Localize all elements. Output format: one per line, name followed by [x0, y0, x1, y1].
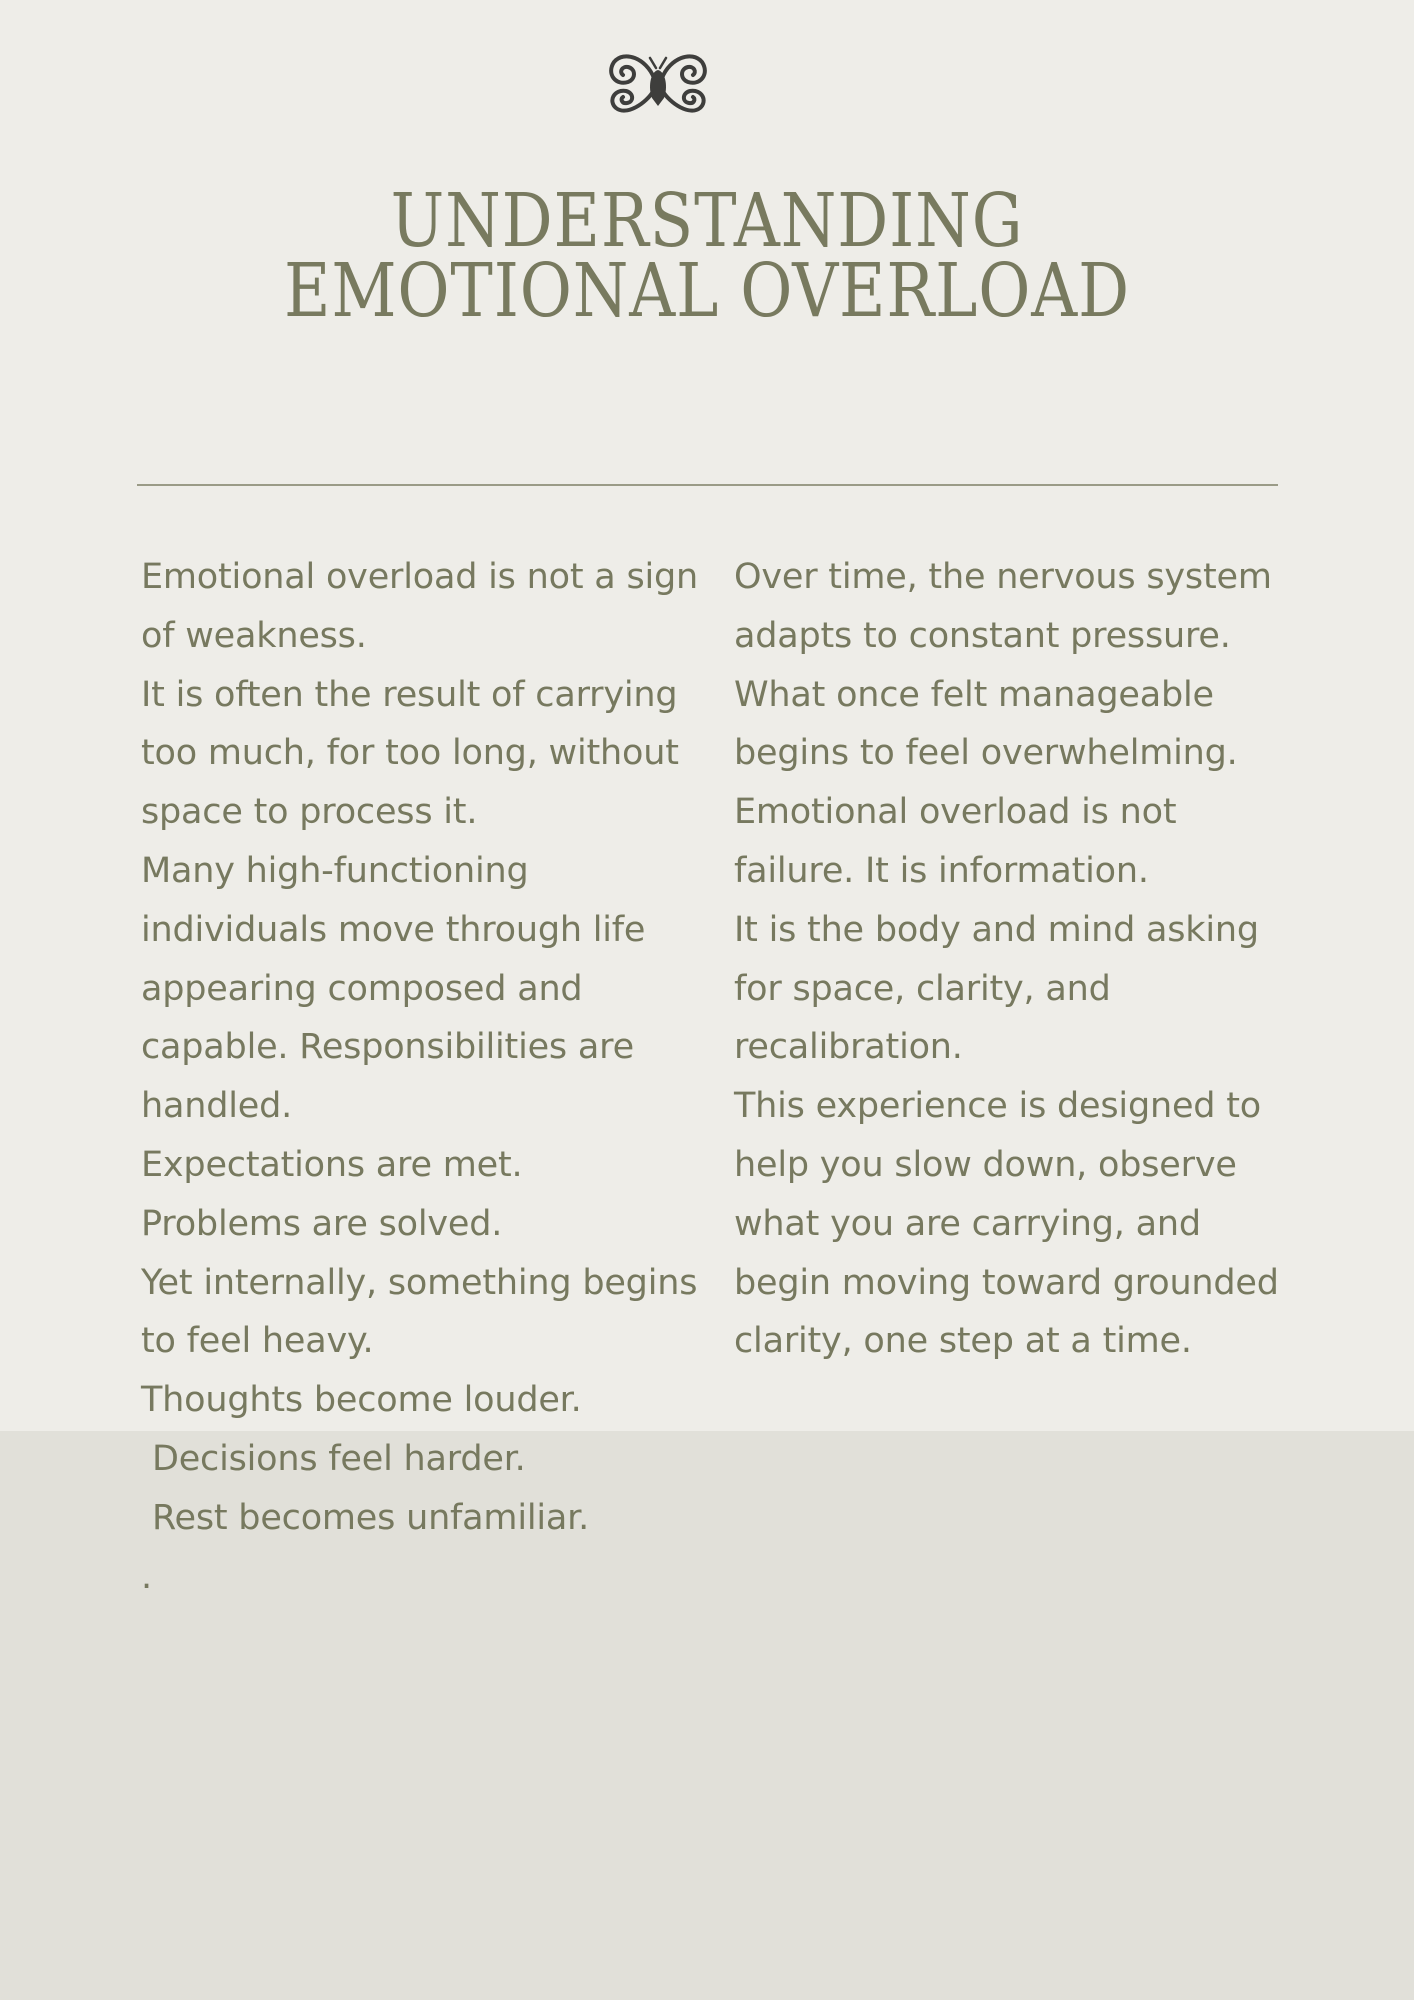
- paragraph: Over time, the nervous system adapts to constant pressure.: [734, 557, 1283, 656]
- paragraph: Rest becomes unfamiliar.: [141, 1497, 590, 1538]
- paragraph: Problems are solved.: [141, 1203, 503, 1244]
- paragraph: .: [141, 1556, 152, 1597]
- paragraph: This experience is designed to help you slow down, observe what you are carrying, and begin moving toward grounded clarity, one step at a time.: [734, 1086, 1290, 1362]
- paragraph: Thoughts become louder.: [141, 1380, 582, 1421]
- paragraph: Expectations are met.: [141, 1144, 523, 1185]
- paragraph: Decisions feel harder.: [141, 1438, 526, 1479]
- right-text-column: [734, 548, 1294, 1371]
- left-text-column: [141, 548, 709, 1606]
- paragraph: Many high-functioning individuals move through life appearing composed and capable. Responsibilities are handled.: [141, 850, 657, 1127]
- page-title: UNDERSTANDING EMOTIONAL OVERLOAD: [284, 178, 1130, 334]
- butterfly-spiral-icon: [606, 48, 710, 120]
- divider: [137, 484, 1278, 486]
- paragraph: It is the body and mind asking for space, clarity, and recalibration.: [734, 909, 1270, 1068]
- paragraph: It is often the result of carrying too much, for too long, without space to process it.: [141, 674, 690, 833]
- paragraph: Emotional overload is not a sign of weakness.: [141, 557, 709, 656]
- paragraph: Emotional overload is not failure. It is information.: [734, 792, 1188, 891]
- paragraph: What once felt manageable begins to feel overwhelming.: [734, 674, 1238, 774]
- paragraph: Yet internally, something begins to feel heavy.: [141, 1262, 709, 1362]
